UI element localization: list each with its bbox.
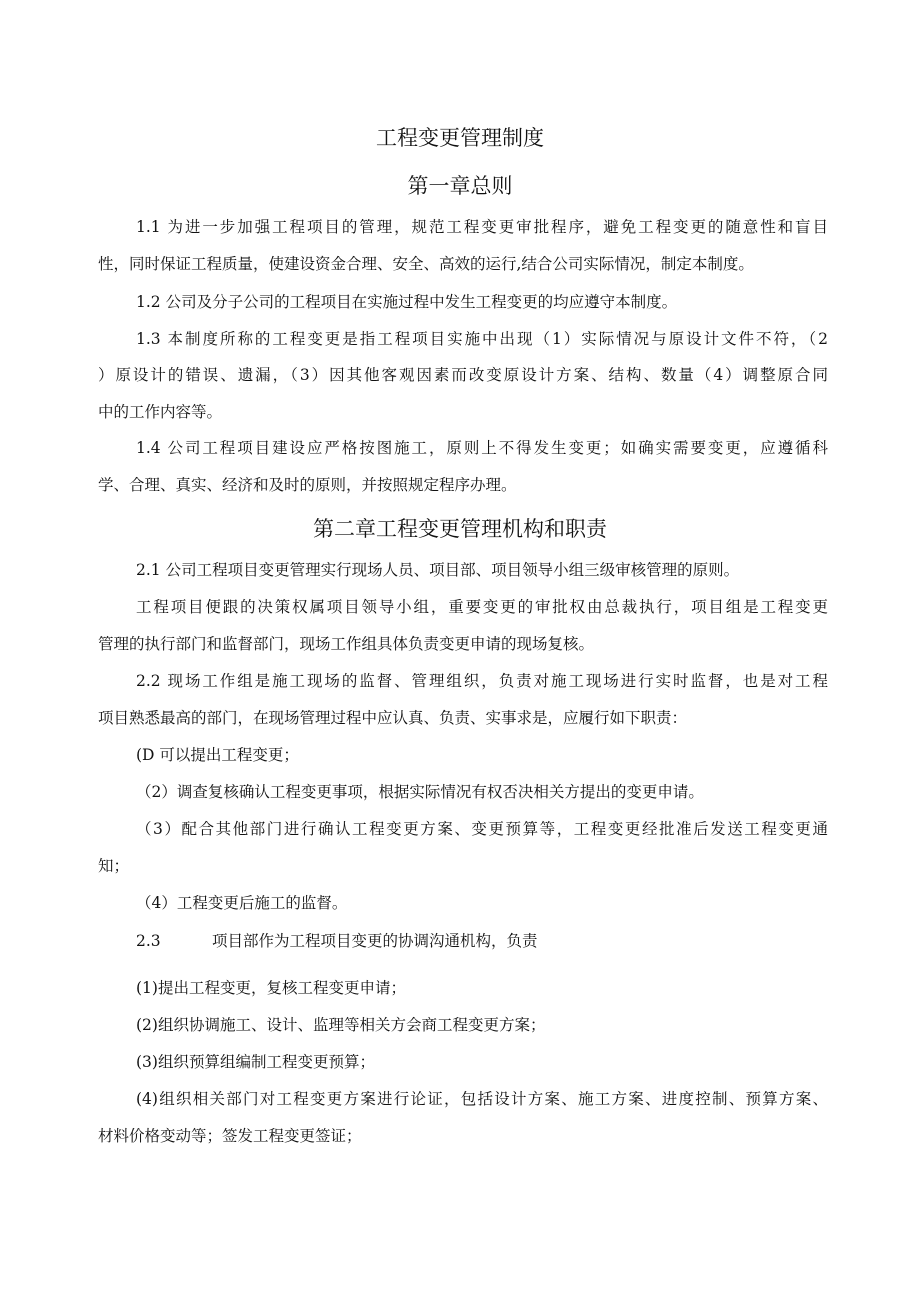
project-duty-item-3: (3)组织预算组编制工程变更预算；	[136, 1053, 375, 1071]
paragraph-1-1-line-1: 1.1 为进一步加强工程项目的管理，规范工程变更审批程序，避免工程变更的随意性和盲目	[136, 218, 828, 236]
paragraph-2-2-line-2: 项目熟悉最高的部门，在现场管理过程中应认真、负责、实事求是，应履行如下职责：	[98, 709, 688, 727]
paragraph-1-4-line-2: 学、合理、真实、经济和及时的原则，并按照规定程序办理。	[98, 476, 517, 494]
chapter-2-heading: 第二章工程变更管理机构和职责	[313, 517, 607, 541]
paragraph-2-1: 2.1 公司工程项目变更管理实行现场人员、项目部、项目领导小组三级审核管理的原则。	[136, 561, 740, 579]
paragraph-2-1b-line-1: 工程项目便跟的决策权属项目领导小组，重要变更的审批权由总裁执行，项目组是工程变更	[136, 598, 828, 616]
duty-item-3-line-1: （3）配合其他部门进行确认工程变更方案、变更预算等，工程变更经批准后发送工程变更通	[136, 820, 828, 838]
duty-item-1: (D 可以提出工程变更；	[136, 746, 299, 764]
project-duty-item-4-line-2: 材料价格变动等；签发工程变更签证；	[98, 1127, 362, 1145]
chapter-1-heading: 第一章总则	[407, 174, 513, 198]
paragraph-1-2: 1.2 公司及分子公司的工程项目在实施过程中发生工程变更的均应遵守本制度。	[136, 293, 678, 311]
section-2-3-number: 2.3	[136, 932, 161, 950]
duty-item-3-line-2: 知；	[98, 857, 130, 875]
project-duty-item-1: (1)提出工程变更，复核工程变更申请；	[136, 979, 406, 997]
duty-item-4: （4）工程变更后施工的监督。	[136, 894, 348, 912]
paragraph-1-3-line-1: 1.3 本制度所称的工程变更是指工程项目实施中出现（1）实际情况与原设计文件不符，（2	[136, 330, 828, 348]
project-duty-item-2: (2)组织协调施工、设计、监理等相关方会商工程变更方案；	[136, 1016, 546, 1034]
section-2-3-text: 项目部作为工程项目变更的协调沟通机构，负责	[212, 932, 538, 950]
paragraph-1-3-line-3: 中的工作内容等。	[98, 403, 223, 421]
document-title: 工程变更管理制度	[376, 126, 544, 150]
paragraph-1-3-line-2: ）原设计的错误、遗漏，（3）因其他客观因素而改变原设计方案、结构、数量（4）调整原合同	[98, 366, 828, 384]
paragraph-2-2-line-1: 2.2 现场工作组是施工现场的监督、管理组织，负责对施工现场进行实时监督，也是对工程	[136, 672, 828, 690]
paragraph-1-4-line-1: 1.4 公司工程项目建设应严格按图施工，原则上不得发生变更；如确实需要变更，应遵循科	[136, 439, 828, 457]
duty-item-2: （2）调查复核确认工程变更事项，根据实际情况有权否决相关方提出的变更申请。	[136, 783, 704, 801]
paragraph-1-1-line-2: 性，同时保证工程质量，使建设资金合理、安全、高效的运行,结合公司实际情况，制定本制度。	[98, 255, 754, 273]
project-duty-item-4-line-1: (4)组织相关部门对工程变更方案进行论证，包括设计方案、施工方案、进度控制、预算方案、	[136, 1090, 828, 1108]
paragraph-2-1b-line-2: 管理的执行部门和监督部门，现场工作组具体负责变更申请的现场复核。	[98, 635, 595, 653]
